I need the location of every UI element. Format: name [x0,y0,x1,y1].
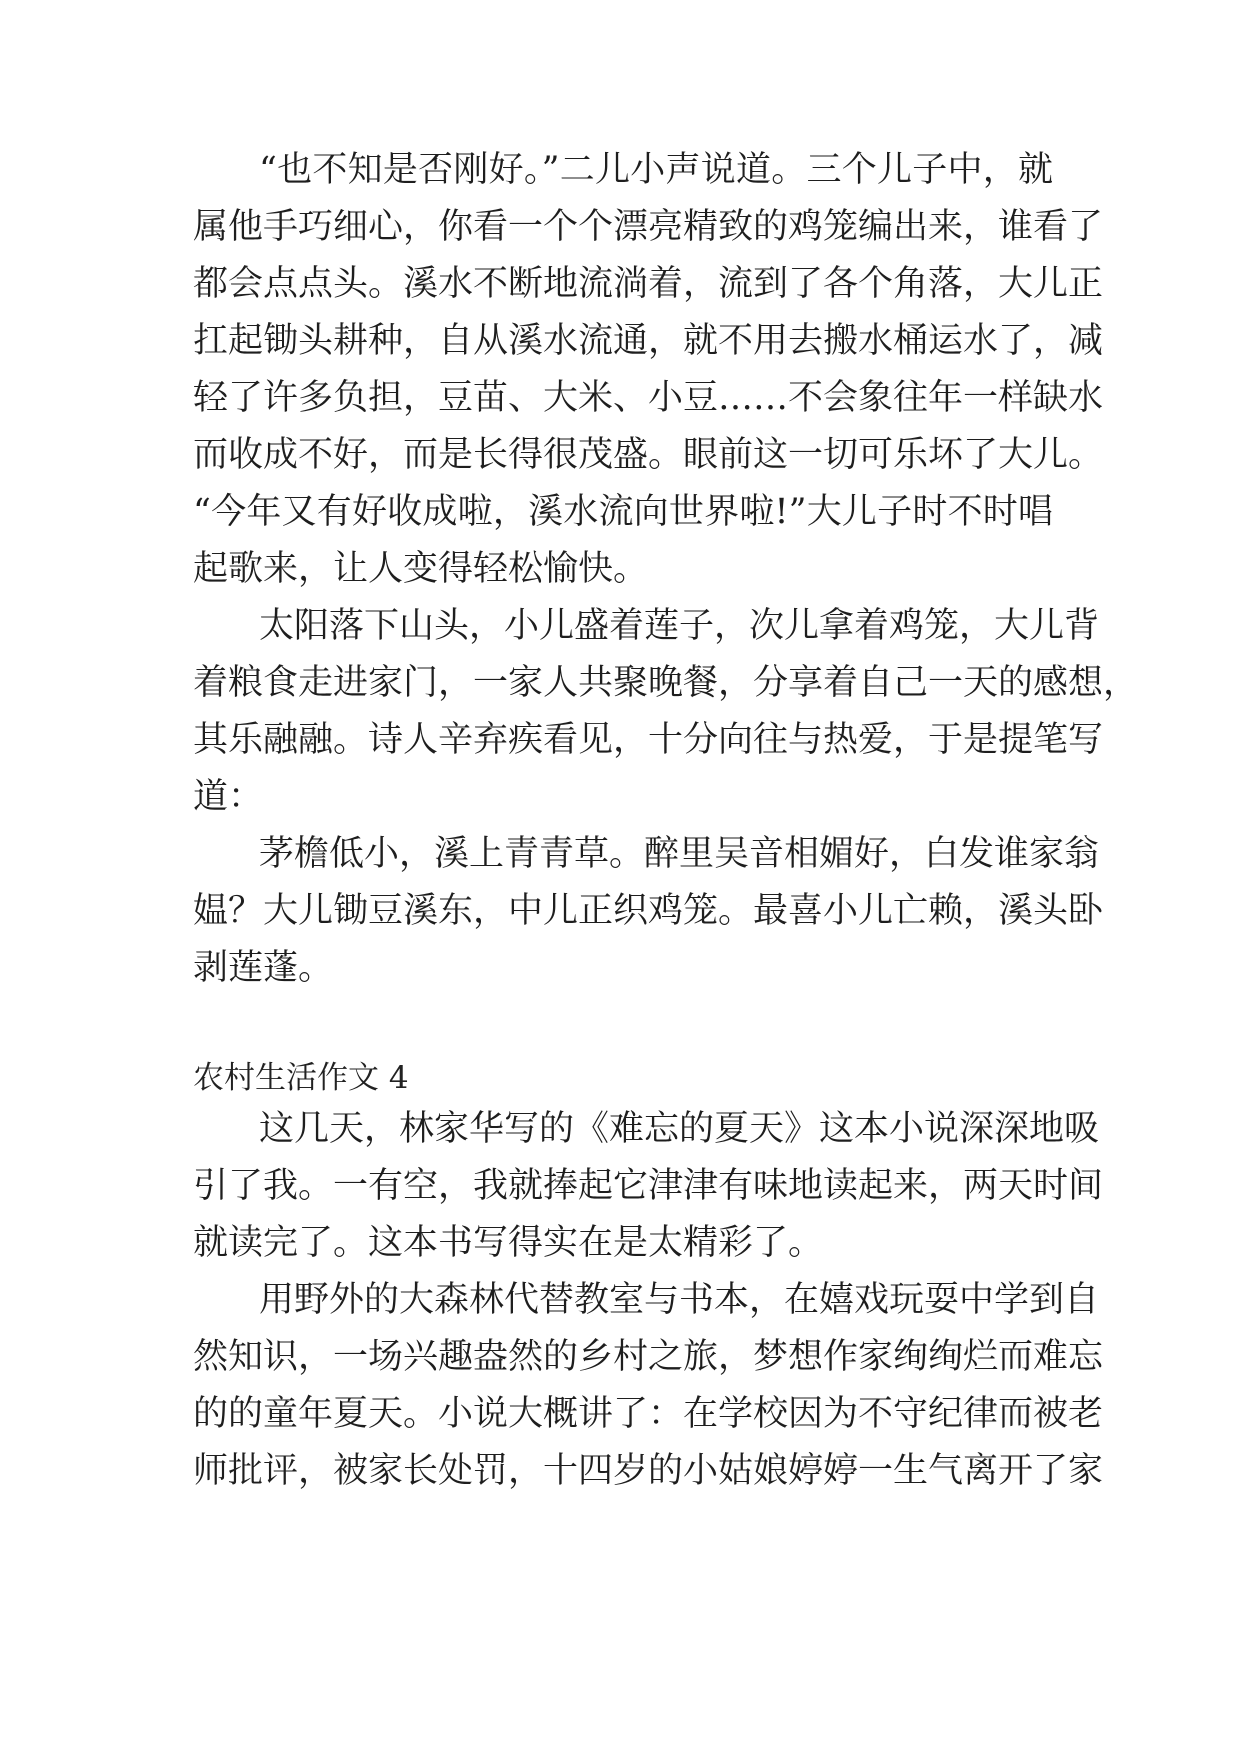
paragraph-1-line-8: 起歌来，让人变得轻松愉快。 [193,549,649,589]
paragraph-2-line-2: 着粮食走进家门，一家人共聚晚餐，分享着自己一天的感想， [193,663,1139,703]
paragraph-4-line-3: 就读完了。这本书写得实在是太精彩了。 [193,1223,824,1263]
paragraph-1-line-6: 而收成不好，而是长得很茂盛。眼前这一切可乐坏了大儿。 [193,435,1104,475]
paragraph-2-line-4: 道： [193,777,264,817]
paragraph-4-line-2: 引了我。一有空，我就捧起它津津有味地读起来，两天时间 [193,1166,1104,1206]
paragraph-5-line-1: 用野外的大森林代替教室与书本，在嬉戏玩耍中学到自 [259,1280,1100,1320]
paragraph-1-line-1: “也不知是否刚好。”二儿小声说道。三个儿子中，就 [259,150,1053,190]
paragraph-1-line-4: 扛起锄头耕种，自从溪水流通，就不用去搬水桶运水了，减 [193,321,1104,361]
paragraph-1-line-3: 都会点点头。溪水不断地流淌着，流到了各个角落，大儿正 [193,264,1104,304]
paragraph-3-line-2: 媪？大儿锄豆溪东，中儿正织鸡笼。最喜小儿亡赖，溪头卧 [193,891,1104,931]
paragraph-2-line-3: 其乐融融。诗人辛弃疾看见，十分向往与热爱，于是提笔写 [193,720,1104,760]
paragraph-2-line-1: 太阳落下山头，小儿盛着莲子，次儿拿着鸡笼，大儿背 [259,606,1100,646]
paragraph-5-line-2: 然知识，一场兴趣盎然的乡村之旅，梦想作家绚绚烂而难忘 [193,1337,1104,1377]
paragraph-3-line-1: 茅檐低小，溪上青青草。醉里吴音相媚好，白发谁家翁 [259,834,1100,874]
paragraph-3-line-3: 剥莲蓬。 [193,948,334,988]
paragraph-1-line-7: “今年又有好收成啦，溪水流向世界啦!”大儿子时不时唱 [193,492,1053,532]
paragraph-5-line-3: 的的童年夏天。小说大概讲了：在学校因为不守纪律而被老 [193,1394,1104,1434]
paragraph-1-line-5: 轻了许多负担，豆苗、大米、小豆……不会象往年一样缺水 [193,378,1104,418]
paragraph-5-line-4: 师批评，被家长处罚，十四岁的小姑娘婷婷一生气离开了家 [193,1451,1104,1491]
paragraph-4-line-1: 这几天，林家华写的《难忘的夏天》这本小说深深地吸 [259,1109,1100,1149]
section-title: 农村生活作文 4 [193,1060,409,1096]
paragraph-1-line-2: 属他手巧细心，你看一个个漂亮精致的鸡笼编出来，谁看了 [193,207,1104,247]
